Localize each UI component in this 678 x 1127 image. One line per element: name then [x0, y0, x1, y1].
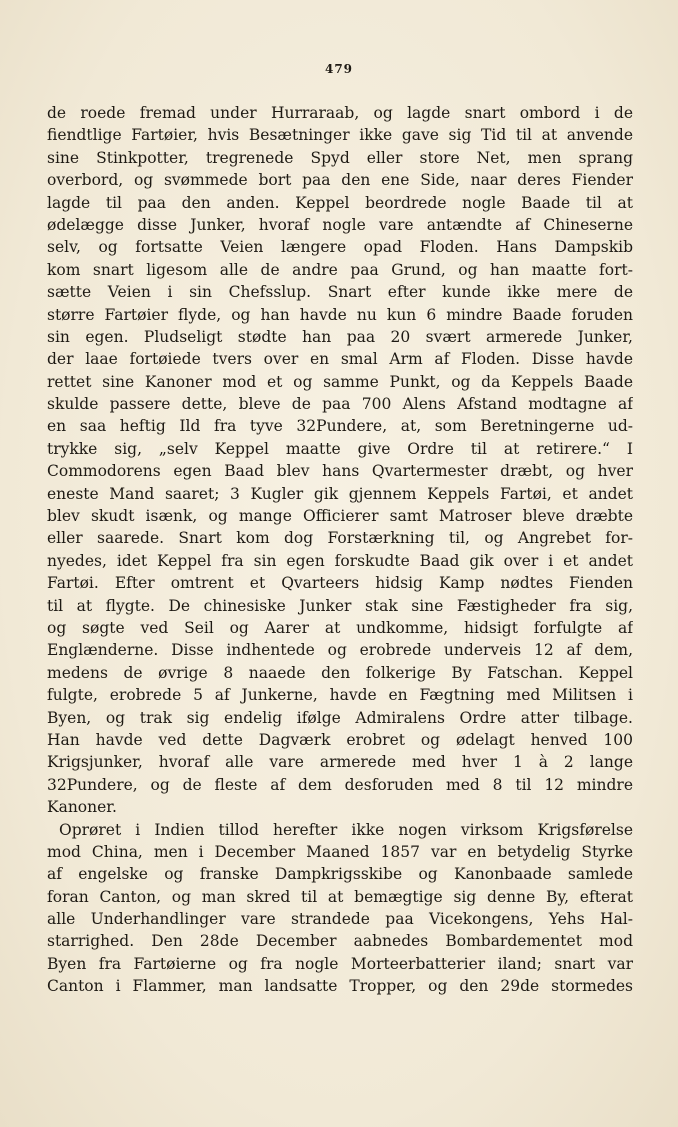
text-line: større Fartøier flyde, og han havde nu kun 6 mindre Baade foruden [47, 305, 633, 324]
text-line: Han havde ved dette Dagværk erobret og ødelagt henved 100 [47, 730, 633, 749]
text-line: sin egen. Pludseligt stødte han paa 20 svært armerede Junker, [47, 327, 633, 346]
text-line: kom snart ligesom alle de andre paa Grund, og han maatte fort- [47, 260, 633, 279]
text-line: Canton i Flammer, man landsatte Tropper, og den 29de stormedes [47, 977, 633, 996]
text-line: Kanoner. [47, 798, 117, 817]
text-line: sine Stinkpotter, tregrenede Spyd eller store Net, men sprang [47, 148, 633, 167]
text-line: Englænderne. Disse indhentede og erobrede underveis 12 af dem, [47, 641, 633, 660]
text-line: sætte Veien i sin Chefsslup. Snart efter kunde ikke mere de [47, 283, 633, 302]
body-text [47, 102, 633, 998]
text-line: skulde passere dette, bleve de paa 700 Alens Afstand modtagne af [47, 395, 633, 414]
text-line: mod China, men i December Maaned 1857 var en betydelig Styrke [47, 842, 633, 861]
page-number: 479 [324, 62, 354, 76]
text-line: eller saarede. Snart kom dog Forstærkning til, og Angrebet for- [47, 529, 633, 548]
text-line: ødelægge disse Junker, hvoraf nogle vare antændte af Chineserne [47, 215, 633, 234]
text-line: lagde til paa den anden. Keppel beordrede nogle Baade til at [47, 193, 633, 212]
text-line: selv, og fortsatte Veien længere opad Floden. Hans Dampskib [47, 238, 633, 257]
text-line: Byen, og trak sig endelig ifølge Admiralens Ordre atter tilbage. [47, 708, 633, 727]
text-line: Byen fra Fartøierne og fra nogle Morteerbatterier iland; snart var [47, 954, 633, 973]
text-line: og søgte ved Seil og Aarer at undkomme, hidsigt forfulgte af [47, 618, 633, 637]
text-line: nyedes, idet Keppel fra sin egen forskudte Baad gik over i et andet [47, 551, 633, 570]
text-line: eneste Mand saaret; 3 Kugler gik gjennem Keppels Fartøi, et andet [47, 484, 633, 503]
text-line: Krigsjunker, hvoraf alle vare armerede med hver 1 à 2 lange [47, 753, 633, 772]
text-line: Oprøret i Indien tillod herefter ikke nogen virksom Krigsførelse [59, 820, 633, 839]
text-line: foran Canton, og man skred til at bemægtige sig denne By, efterat [47, 887, 633, 906]
text-line: trykke sig, „selv Keppel maatte give Ordre til at retirere.“ I [47, 439, 633, 458]
text-line: fulgte, erobrede 5 af Junkerne, havde en Fægtning med Militsen i [47, 686, 633, 705]
text-line: fiendtlige Fartøier, hvis Besætninger ikke gave sig Tid til at anvende [47, 126, 633, 145]
text-line: overbord, og svømmede bort paa den ene Side, naar deres Fiender [47, 171, 633, 190]
text-line: medens de øvrige 8 naaede den folkerige By Fatschan. Keppel [47, 663, 633, 682]
text-line: af engelske og franske Dampkrigsskibe og Kanonbaade samlede [47, 865, 633, 884]
text-line: alle Underhandlinger vare strandede paa Vicekongens, Yehs Hal- [47, 910, 633, 929]
text-line: Commodorens egen Baad blev hans Qvartermester dræbt, og hver [47, 462, 633, 481]
text-line: 32Pundere, og de fleste af dem desforuden med 8 til 12 mindre [47, 775, 633, 794]
text-line: rettet sine Kanoner mod et og samme Punkt, og da Keppels Baade [47, 372, 633, 391]
text-line: starrighed. Den 28de December aabnedes Bombardementet mod [47, 932, 633, 951]
text-line: en saa heftig Ild fra tyve 32Pundere, at, som Beretningerne ud- [47, 417, 633, 436]
text-line: de roede fremad under Hurraraab, og lagde snart ombord i de [47, 104, 633, 122]
text-line: blev skudt isænk, og mange Officierer samt Matroser bleve dræbte [47, 507, 633, 526]
text-line: der laae fortøiede tvers over en smal Arm af Floden. Disse havde [47, 350, 633, 369]
text-line: til at flygte. De chinesiske Junker stak sine Fæstigheder fra sig, [47, 596, 633, 615]
text-line: Fartøi. Efter omtrent et Qvarteers hidsig Kamp nødtes Fienden [47, 574, 633, 593]
